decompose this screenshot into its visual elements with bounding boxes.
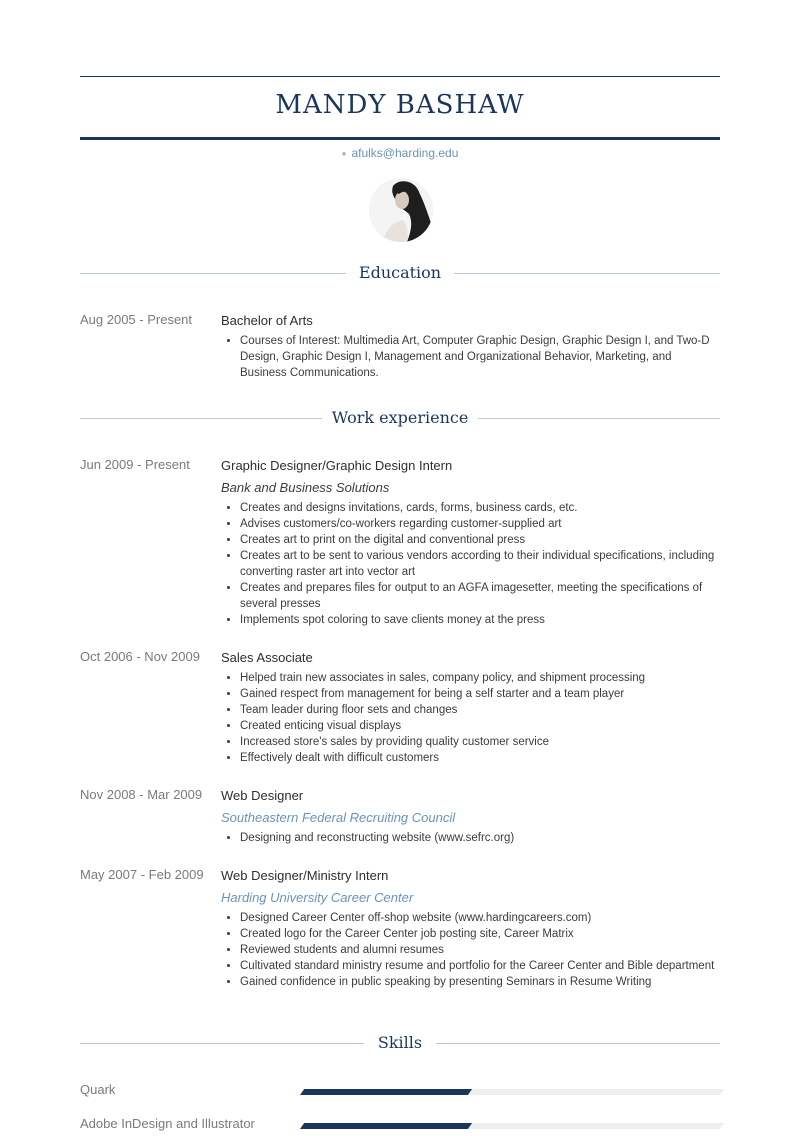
list-item: • Team leader during floor sets and changes — [240, 702, 720, 718]
entry-bullets — [221, 333, 720, 381]
skill-name: Quark — [80, 1082, 116, 1097]
job-title: Web Designer — [221, 788, 304, 803]
entry-date: Aug 2005 - Present — [80, 312, 193, 327]
list-item: • Reviewed students and alumni resumes — [240, 942, 720, 958]
company-link[interactable]: Harding University Career Center — [221, 890, 414, 905]
entry-bullets — [221, 670, 720, 766]
portrait-photo — [369, 178, 433, 242]
section-title: Education — [358, 263, 442, 282]
candidate-name: MANDY BASHAW — [275, 90, 525, 120]
list-item: • Gained respect from management for being a self starter and a team player — [240, 686, 720, 702]
list-item: • Creates art to print on the digital and conventional press — [240, 532, 720, 548]
email-link[interactable]: afulks@harding.edu — [351, 146, 459, 160]
job-title: Web Designer/Ministry Intern — [221, 868, 389, 883]
list-item: • Created logo for the Career Center job posting site, Career Matrix — [240, 926, 720, 942]
entry-bullets — [221, 910, 720, 990]
list-item: • Increased store's sales by providing quality customer service — [240, 734, 720, 750]
skill-level-bar — [300, 1123, 724, 1129]
list-item: • Advises customers/co-workers regarding customer-supplied art — [240, 516, 720, 532]
entry-bullets — [221, 500, 720, 628]
job-title: Sales Associate — [221, 650, 313, 665]
skill-level-fill — [300, 1123, 472, 1129]
section-education — [80, 261, 720, 285]
company-link[interactable]: Southeastern Federal Recruiting Council — [221, 810, 456, 825]
entry-date: Oct 2006 - Nov 2009 — [80, 649, 200, 664]
list-item: • Helped train new associates in sales, company policy, and shipment processing — [240, 670, 720, 686]
list-item: • Courses of Interest: Multimedia Art, Computer Graphic Design, Graphic Design I, and Two-D Design, Graphic Design I, Management and Organizational Behavior, Marketing, and Business Communications. — [240, 333, 720, 381]
skill-level-bar — [300, 1089, 724, 1095]
list-item: • Designed Career Center off-shop website (www.hardingcareers.com) — [240, 910, 720, 926]
avatar — [369, 178, 433, 242]
skill-row — [80, 1082, 722, 1102]
list-item: • Creates and prepares files for output to an AGFA imagesetter, meeting the specifications of several presses — [240, 580, 720, 612]
contact-line — [80, 146, 720, 160]
skill-name: Adobe InDesign and Illustrator — [80, 1116, 255, 1131]
entry-date: Jun 2009 - Present — [80, 457, 190, 472]
header-bottom-rule — [80, 137, 720, 140]
skill-row — [80, 1116, 722, 1136]
section-work-experience — [80, 406, 720, 430]
list-item: • Effectively dealt with difficult customers — [240, 750, 720, 766]
entry-date: Nov 2008 - Mar 2009 — [80, 787, 203, 802]
list-item: • Created enticing visual displays — [240, 718, 720, 734]
list-item: • Creates and designs invitations, cards, forms, business cards, etc. — [240, 500, 720, 516]
list-item: • Creates art to be sent to various vendors according to their individual specifications, including converting raster art into vector art — [240, 548, 720, 580]
entry-bullets — [221, 830, 720, 846]
company-name: Bank and Business Solutions — [221, 480, 390, 495]
header-top-rule — [80, 76, 720, 77]
section-skills — [80, 1031, 720, 1055]
dot-icon: ● — [341, 149, 347, 159]
list-item: • Cultivated standard ministry resume and portfolio for the Career Center and Bible department — [240, 958, 720, 974]
job-title: Graphic Designer/Graphic Design Intern — [221, 458, 453, 473]
degree-title: Bachelor of Arts — [221, 313, 313, 328]
list-item: • Implements spot coloring to save clients money at the press — [240, 612, 720, 628]
section-title: Work experience — [331, 408, 469, 427]
skill-level-fill — [300, 1089, 472, 1095]
entry-date: May 2007 - Feb 2009 — [80, 867, 204, 882]
resume-page — [80, 0, 720, 1131]
list-item: • Designing and reconstructing website (www.sefrc.org) — [240, 830, 720, 846]
list-item: • Gained confidence in public speaking by presenting Seminars in Resume Writing — [240, 974, 720, 990]
section-title: Skills — [377, 1033, 423, 1052]
